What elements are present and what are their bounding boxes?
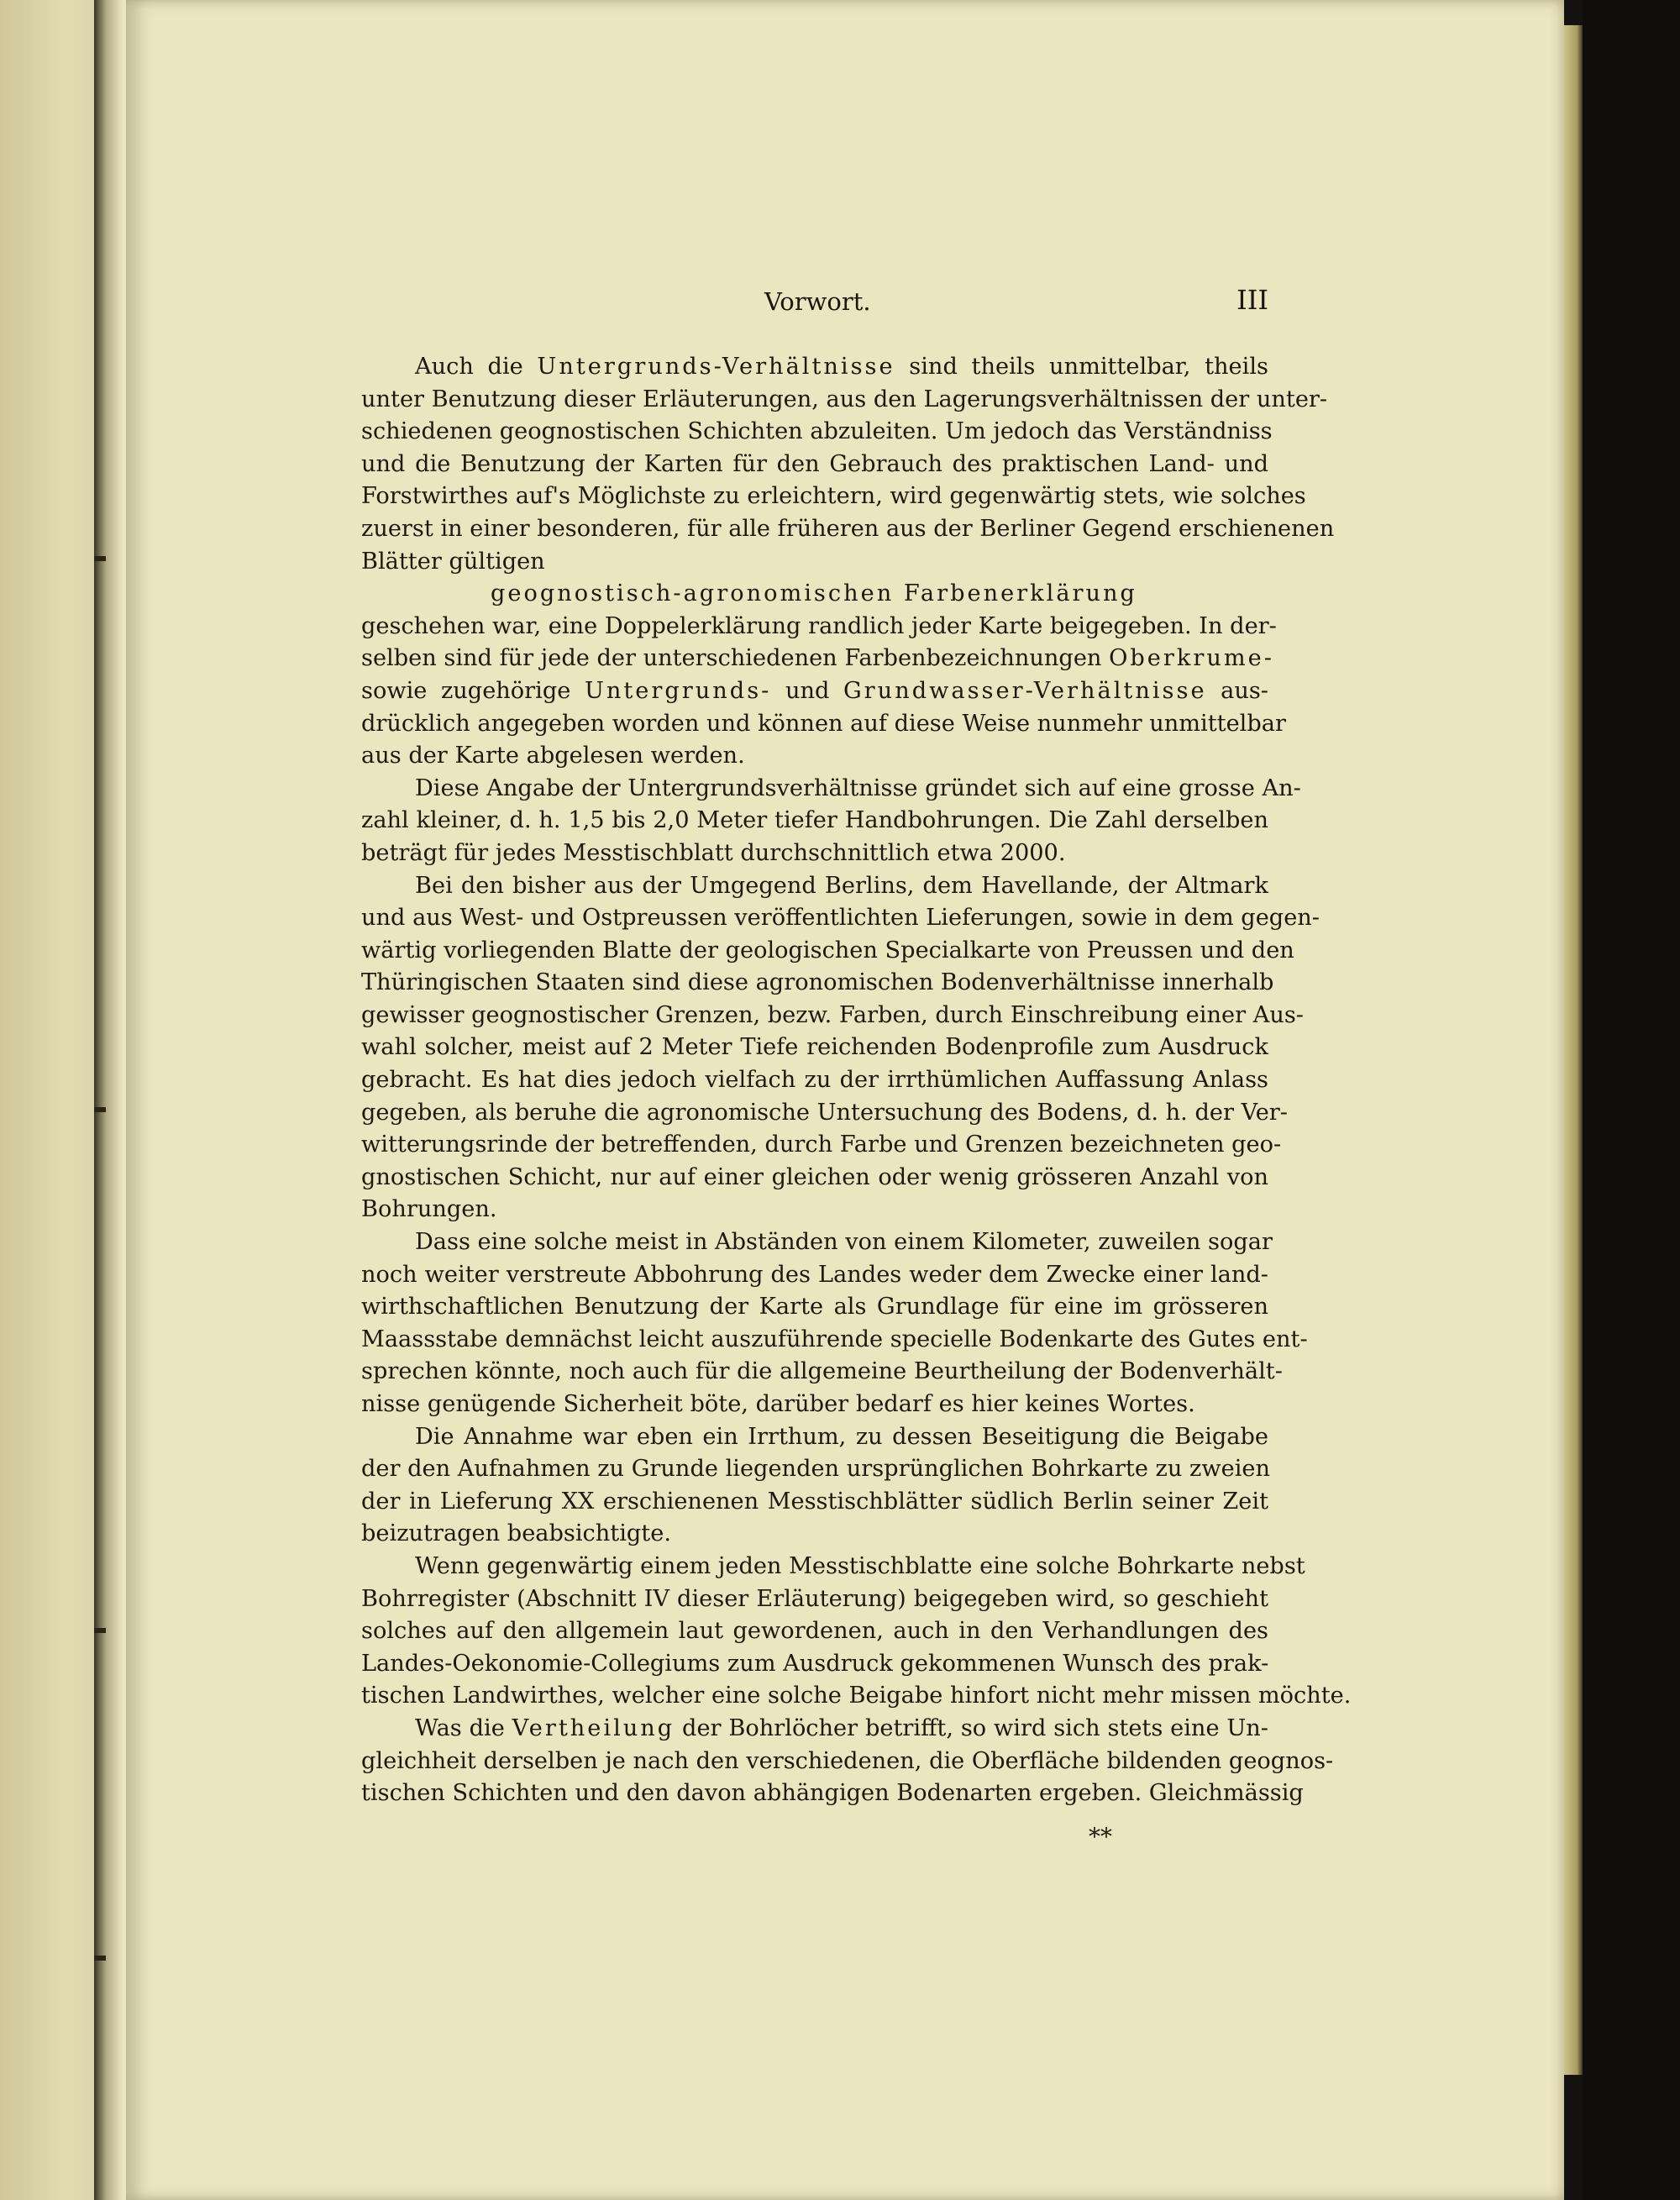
book-cover bbox=[1583, 0, 1680, 2200]
text-line bbox=[361, 480, 1306, 513]
text-run: wirthschaftlichen Benutzung der Karte als Grundlage für eine im grösseren bbox=[361, 1294, 1268, 1321]
text-line bbox=[361, 1551, 1305, 1583]
text-line bbox=[361, 1615, 1268, 1648]
text-run: Bei den bisher aus der Umgegend Berlins, dem Havellande, der Altmark bbox=[415, 872, 1268, 899]
text-run: sprechen könnte, noch auch für die allgemeine Beurtheilung der Bodenverhält- bbox=[361, 1358, 1283, 1385]
text-run: Forstwirthes auf's Möglichste zu erleichtern, wird gegenwärtig stets, wie solches bbox=[361, 483, 1306, 510]
text-run: Thüringischen Staaten sind diese agronomischen Bodenverhältnisse innerhalb bbox=[361, 969, 1274, 996]
text-line bbox=[361, 1259, 1268, 1292]
text-run: tischen Schichten und den davon abhängigen Bodenarten ergeben. Gleichmässig bbox=[361, 1780, 1304, 1807]
text-run: und die Benutzung der Karten für den Gebrauch des praktischen Land- und bbox=[361, 450, 1268, 477]
text-run: wahl solcher, meist auf 2 Meter Tiefe reichenden Bodenprofile zum Ausdruck bbox=[361, 1034, 1268, 1061]
text-run: und aus West- und Ostpreussen veröffentlichten Lieferungen, sowie in dem gegen- bbox=[361, 905, 1320, 932]
body-text bbox=[361, 351, 1352, 1810]
text-line bbox=[361, 1648, 1268, 1681]
text-run: noch weiter verstreute Abbohrung des Landes weder dem Zwecke einer land- bbox=[361, 1261, 1268, 1288]
text-line bbox=[361, 546, 1268, 579]
text-run: der Bohrlöcher betrifft, so wird sich stets eine Un- bbox=[675, 1714, 1268, 1741]
margin-mark bbox=[94, 1107, 106, 1112]
text-line bbox=[361, 740, 1268, 773]
text-run: Diese Angabe der Untergrundsverhältnisse gründet sich auf eine grosse An- bbox=[415, 774, 1301, 801]
text-run: gnostischen Schicht, nur auf einer gleichen oder wenig grösseren Anzahl von bbox=[361, 1163, 1268, 1190]
text-line bbox=[361, 1162, 1268, 1195]
text-line bbox=[361, 1746, 1334, 1778]
text-run: schiedenen geognostischen Schichten abzuleiten. Um jedoch das Verständniss bbox=[361, 418, 1273, 445]
text-line bbox=[361, 1032, 1268, 1064]
page-edge bbox=[1564, 25, 1583, 2075]
text-run: und bbox=[771, 677, 843, 704]
text-run: aus der Karte abgelesen werden. bbox=[361, 743, 745, 769]
spaced-emphasis: Untergrunds- bbox=[584, 677, 772, 704]
text-line bbox=[361, 611, 1277, 643]
text-run: Blätter gültigen bbox=[361, 548, 545, 575]
text-line bbox=[361, 773, 1301, 806]
text-line bbox=[361, 578, 1268, 611]
text-run: unter Benutzung dieser Erläuterungen, aus den Lagerungsverhältnissen der unter- bbox=[361, 386, 1328, 412]
margin-mark bbox=[94, 1956, 106, 1961]
text-line bbox=[361, 1453, 1271, 1486]
header-title: Vorwort. bbox=[764, 287, 871, 316]
text-line bbox=[361, 1194, 1268, 1226]
text-run: Landes-Oekonomie-Collegiums zum Ausdruck gekommenen Wunsch des prak- bbox=[361, 1650, 1269, 1677]
text-line bbox=[361, 351, 1268, 384]
text-run: tischen Landwirthes, welcher eine solche Beigabe hinfort nicht mehr missen möchte. bbox=[361, 1683, 1352, 1709]
text-run: Bohrungen. bbox=[361, 1196, 497, 1223]
text-run: Maassstabe demnächst leicht auszuführende specielle Bodenkarte des Gutes ent- bbox=[361, 1326, 1308, 1352]
text-line bbox=[361, 967, 1274, 1000]
text-line bbox=[361, 1518, 1268, 1551]
spaced-emphasis: Grundwasser-Verhältnisse bbox=[843, 677, 1207, 704]
signature-mark: ** bbox=[1089, 1823, 1112, 1851]
text-run: selben sind für jede der unterschiedenen Farbenbezeichnungen bbox=[361, 645, 1110, 672]
text-run: aus- bbox=[1206, 677, 1268, 704]
text-run: sowie zugehörige bbox=[361, 677, 585, 704]
running-header bbox=[361, 284, 1268, 328]
text-run: Auch die bbox=[415, 354, 538, 380]
text-run: witterungsrinde der betreffenden, durch Farbe und Grenzen bezeichneten geo- bbox=[361, 1132, 1282, 1158]
text-run: drücklich angegeben worden und können auf diese Weise nunmehr unmittelbar bbox=[361, 710, 1286, 737]
text-run: gebracht. Es hat dies jedoch vielfach zu der irrthümlichen Auffassung Anlass bbox=[361, 1067, 1268, 1094]
text-line bbox=[361, 675, 1268, 708]
text-run: zahl kleiner, d. h. 1,5 bis 2,0 Meter tiefer Handbohrungen. Die Zahl derselben bbox=[361, 807, 1268, 834]
text-line bbox=[361, 513, 1335, 546]
text-line bbox=[361, 1064, 1268, 1097]
text-run: solches auf den allgemein laut gewordenen, auch in den Verhandlungen des bbox=[361, 1618, 1268, 1645]
text-line bbox=[361, 1486, 1268, 1519]
text-line bbox=[361, 643, 1274, 675]
text-line bbox=[361, 935, 1294, 968]
text-run: gleichheit derselben je nach den verschiedenen, die Oberfläche bildenden geognos- bbox=[361, 1747, 1334, 1774]
text-line bbox=[361, 1356, 1283, 1389]
text-line bbox=[361, 416, 1273, 449]
text-run: zuerst in einer besonderen, für alle früheren aus der Berliner Gegend erschienenen bbox=[361, 515, 1335, 542]
text-line bbox=[361, 837, 1268, 870]
margin-mark bbox=[94, 556, 106, 561]
text-run: beizutragen beabsichtigte. bbox=[361, 1520, 671, 1547]
text-line bbox=[361, 1777, 1304, 1810]
text-run: Was die bbox=[415, 1714, 512, 1741]
text-line bbox=[361, 384, 1328, 417]
text-line bbox=[361, 1421, 1268, 1454]
text-line bbox=[361, 902, 1320, 935]
spaced-emphasis: geognostisch-agronomischen Farbenerklärung bbox=[491, 580, 1137, 607]
text-line bbox=[361, 1097, 1288, 1130]
text-run: Wenn gegenwärtig einem jeden Messtischblatte eine solche Bohrkarte nebst bbox=[415, 1552, 1305, 1579]
text-line bbox=[361, 1713, 1268, 1746]
page-number: III bbox=[1236, 284, 1268, 316]
text-line bbox=[361, 1291, 1268, 1324]
text-line bbox=[361, 449, 1268, 481]
text-run: der in Lieferung XX erschienenen Messtischblätter südlich Berlin seiner Zeit bbox=[361, 1488, 1268, 1515]
text-line bbox=[361, 870, 1268, 903]
text-run: gewisser geognostischer Grenzen, bezw. Farben, durch Einschreibung einer Aus- bbox=[361, 1001, 1304, 1028]
text-run: gegeben, als beruhe die agronomische Untersuchung des Bodens, d. h. der Ver- bbox=[361, 1099, 1288, 1126]
text-run: sind theils unmittelbar, theils bbox=[895, 354, 1268, 380]
text-line bbox=[361, 1000, 1304, 1032]
text-line bbox=[361, 1226, 1273, 1259]
text-line bbox=[361, 1389, 1268, 1421]
text-run: Die Annahme war eben ein Irrthum, zu dessen Beseitigung die Beigabe bbox=[415, 1423, 1268, 1450]
spaced-emphasis: Untergrunds-Verhältnisse bbox=[537, 354, 895, 380]
text-run: wärtig vorliegenden Blatte der geologischen Specialkarte von Preussen und den bbox=[361, 937, 1294, 963]
text-run: beträgt für jedes Messtischblatt durchschnittlich etwa 2000. bbox=[361, 839, 1066, 866]
margin-mark bbox=[94, 1628, 106, 1633]
text-run: Dass eine solche meist in Abständen von einem Kilometer, zuweilen sogar bbox=[415, 1229, 1273, 1256]
text-run: geschehen war, eine Doppelerklärung randlich jeder Karte beigegeben. In der- bbox=[361, 612, 1277, 639]
text-line bbox=[361, 805, 1268, 837]
text-run: der den Aufnahmen zu Grunde liegenden ursprünglichen Bohrkarte zu zweien bbox=[361, 1456, 1271, 1483]
text-line bbox=[361, 708, 1286, 741]
spaced-emphasis: Oberkrume- bbox=[1109, 645, 1274, 672]
text-line bbox=[361, 1583, 1268, 1616]
text-line bbox=[361, 1324, 1308, 1357]
spaced-emphasis: Vertheilung bbox=[512, 1714, 675, 1741]
text-line bbox=[361, 1680, 1352, 1713]
text-run: nisse genügende Sicherheit böte, darüber bedarf es hier keines Wortes. bbox=[361, 1391, 1195, 1417]
text-run: Bohrregister (Abschnitt IV dieser Erläuterung) beigegeben wird, so geschieht bbox=[361, 1585, 1268, 1612]
text-line bbox=[361, 1129, 1282, 1162]
